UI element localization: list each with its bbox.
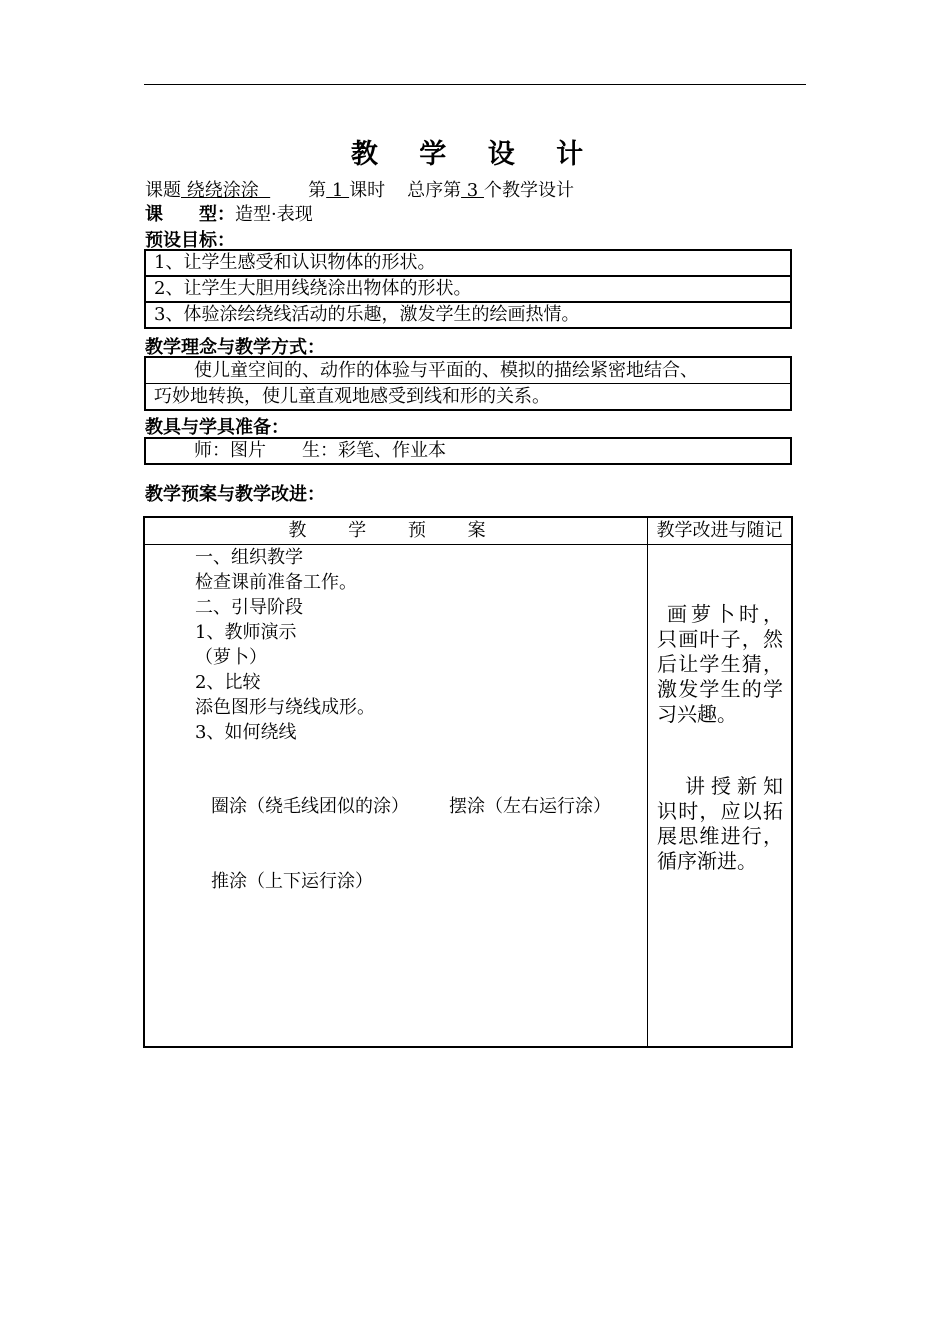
column-divider	[647, 518, 648, 1046]
lesson-number: 1	[326, 180, 350, 201]
notes-column-header: 教学改进与随记	[656, 520, 783, 541]
plan-table	[143, 516, 793, 1048]
philosophy-line-1: 使儿童空间的、动作的体验与平面的、模拟的描绘紧密地结合、	[146, 358, 790, 384]
materials-box	[144, 437, 792, 465]
philosophy-line-2: 巧妙地转换，使儿童直观地感受到线和形的关系。	[154, 386, 550, 407]
type-label: 课 型：	[145, 204, 235, 225]
goals-box	[144, 249, 792, 329]
materials-content: 师：图片 生：彩笔、作业本	[194, 440, 446, 461]
goal-item: 1、让学生感受和认识物体的形状。	[154, 252, 436, 273]
lesson-prefix: 第	[308, 180, 327, 201]
lesson-type-line	[145, 200, 313, 226]
plan-line: 1、教师演示	[195, 622, 297, 643]
topic-value: 绕绕涂涂	[181, 180, 271, 201]
plan-line: 二、引导阶段	[195, 597, 303, 618]
method-push: 推涂（上下运行涂）	[211, 871, 373, 892]
plan-line: 2、比较	[195, 672, 261, 693]
plan-table-header	[145, 518, 791, 545]
sequence-suffix: 个教学设计	[483, 180, 574, 201]
plan-heading: 教学预案与教学改进：	[145, 484, 325, 505]
goal-item: 2、让学生大胆用线绕涂出物体的形状。	[146, 275, 790, 301]
materials-heading: 教具与学具准备：	[145, 417, 289, 438]
header-rule	[144, 84, 806, 85]
goal-item: 3、体验涂绘绕线活动的乐趣，激发学生的绘画热情。	[146, 301, 790, 327]
page-title: 教 学 设 计	[350, 139, 600, 170]
method-circle: 圈涂（绕毛线团似的涂）	[211, 796, 409, 817]
plan-column-header: 教 学 预 案	[288, 520, 504, 541]
philosophy-heading: 教学理念与教学方式：	[145, 337, 325, 358]
plan-line: 检查课前准备工作。	[195, 572, 357, 593]
type-value: 造型·表现	[235, 204, 313, 225]
goals-heading: 预设目标：	[145, 230, 235, 251]
plan-line: 一、组织教学	[195, 547, 303, 568]
note-2: 讲授新知识时，应以拓展思维进行，循序渐进。	[657, 774, 783, 873]
method-swing: 摆涂（左右运行涂）	[449, 796, 611, 817]
lesson-suffix: 课时	[349, 180, 386, 201]
plan-line: 添色图形与绕线成形。	[195, 697, 375, 718]
note-1: 画萝卜时，只画叶子，然后让学生猜，激发学生的学习兴趣。	[657, 602, 783, 726]
lesson-meta-line	[145, 176, 574, 202]
topic-label: 课题	[145, 180, 181, 201]
philosophy-box	[144, 356, 792, 411]
plan-line: （萝卜）	[195, 647, 267, 668]
plan-line: 3、如何绕线	[195, 722, 297, 743]
sequence-number: 3	[461, 180, 484, 201]
sequence-prefix: 总序第	[407, 180, 462, 201]
